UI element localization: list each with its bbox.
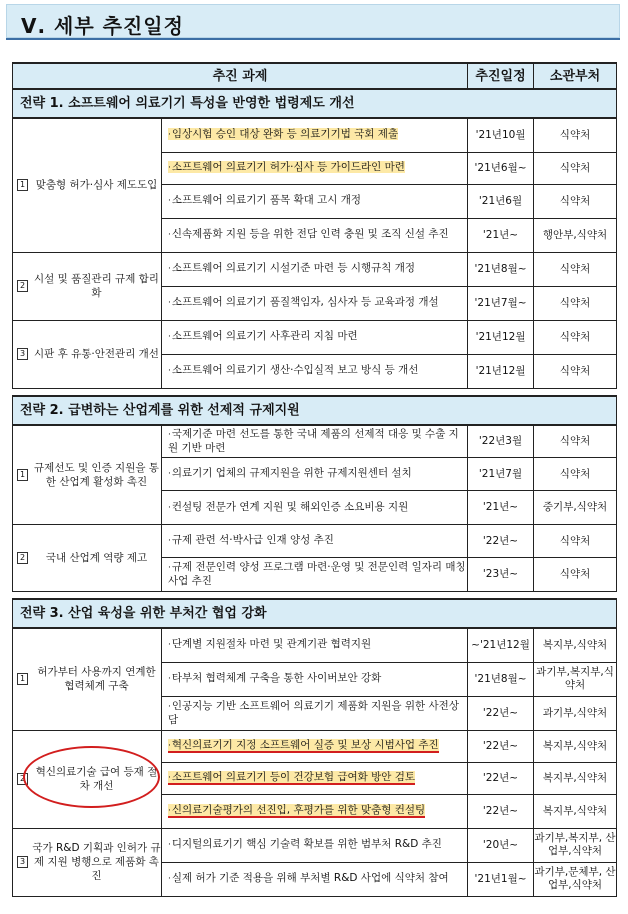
task-text: 타부처 협력체계 구축을 통한 사이버보안 강화 bbox=[171, 672, 382, 684]
spacer-row bbox=[13, 388, 617, 396]
task-text: 신의료기술평가의 선진입, 후평가를 위한 맞춤형 컨설팅 bbox=[171, 804, 426, 816]
dept-cell: 식약처 bbox=[534, 354, 617, 388]
task-text: 소프트웨어 의료기기 시설기준 마련 등 시행규칙 개정 bbox=[171, 262, 416, 274]
dept-cell: 식약처 bbox=[534, 525, 617, 558]
task-text: 인공지능 기반 소프트웨어 의료기기 제품화 지원을 위한 사전상담 bbox=[168, 699, 459, 726]
date-cell: '21년8월~ bbox=[468, 662, 534, 696]
date-cell: '21년8월~ bbox=[468, 252, 534, 286]
task-wrap bbox=[168, 296, 439, 308]
section-title-bar bbox=[6, 4, 620, 38]
date-cell: '20년~ bbox=[468, 828, 534, 862]
date-cell: '22년~ bbox=[468, 730, 534, 762]
task-wrap bbox=[168, 467, 412, 479]
strategy-title: 전략 1. 소프트웨어 의료기기 특성을 반영한 법령제도 개선 bbox=[13, 89, 617, 118]
dept-cell: 과기부,복지부, 산업부,식약처 bbox=[534, 828, 617, 862]
bullet-icon: · bbox=[168, 196, 171, 206]
date-cell: '23년~ bbox=[468, 558, 534, 592]
date-cell: '21년7월 bbox=[468, 458, 534, 491]
dept-cell: 복지부,식약처 bbox=[534, 794, 617, 828]
task-wrap bbox=[168, 262, 415, 274]
title-underline bbox=[6, 38, 620, 40]
group-number-box: 2 bbox=[17, 773, 28, 785]
group-cell bbox=[13, 628, 162, 730]
date-cell: '21년12월 bbox=[468, 354, 534, 388]
task-cell bbox=[162, 118, 468, 152]
dept-cell: 식약처 bbox=[534, 118, 617, 152]
bullet-icon: · bbox=[168, 230, 171, 240]
group-number-box: 1 bbox=[17, 673, 28, 685]
task-cell bbox=[162, 662, 468, 696]
dept-cell: 식약처 bbox=[534, 320, 617, 354]
task-cell bbox=[162, 828, 468, 862]
task-cell bbox=[162, 425, 468, 458]
task-wrap bbox=[168, 330, 358, 342]
bullet-icon: · bbox=[168, 502, 171, 513]
strategy-title: 전략 2. 급변하는 산업계를 위한 선제적 규제지원 bbox=[13, 396, 617, 425]
strategy-row bbox=[13, 599, 617, 628]
group-label: 혁신의료기술 급여 등재 절차 개선 bbox=[35, 766, 158, 792]
group-number-box: 3 bbox=[17, 348, 28, 360]
task-cell bbox=[162, 252, 468, 286]
task-wrap bbox=[168, 872, 449, 884]
task-wrap bbox=[168, 739, 439, 753]
bullet-icon: · bbox=[168, 874, 171, 884]
task-wrap bbox=[168, 161, 405, 173]
red-annotation-circle bbox=[23, 746, 160, 808]
spacer-cell bbox=[13, 388, 617, 396]
task-text: 규제 전문인력 양성 프로그램 마련·운영 및 전문인력 일자리 매칭 사업 추진 bbox=[168, 561, 466, 587]
date-cell: '21년~ bbox=[468, 491, 534, 525]
table-row bbox=[13, 252, 617, 286]
bullet-icon: · bbox=[168, 701, 171, 712]
dept-cell: 행안부,식약처 bbox=[534, 218, 617, 252]
date-cell: '21년6월~ bbox=[468, 152, 534, 184]
task-wrap bbox=[168, 128, 398, 140]
dept-cell: 식약처 bbox=[534, 425, 617, 458]
group-number-box: 2 bbox=[17, 552, 28, 564]
dept-cell: 중기부,식약처 bbox=[534, 491, 617, 525]
table-row bbox=[13, 525, 617, 558]
bullet-icon: · bbox=[168, 840, 171, 850]
dept-cell: 과기부,문체부, 산업부,식약처 bbox=[534, 862, 617, 896]
task-wrap bbox=[168, 771, 415, 785]
group-cell bbox=[13, 118, 162, 252]
group-label: 맞춤형 허가·심사 제도도입 bbox=[35, 179, 158, 192]
bullet-icon: · bbox=[168, 773, 171, 783]
dept-cell: 과기부,복지부,식약처 bbox=[534, 662, 617, 696]
task-text: 디지털의료기기 핵심 기술력 확보를 위한 범부처 R&D 추진 bbox=[171, 838, 442, 850]
group-number-box: 1 bbox=[17, 179, 28, 191]
table-row bbox=[13, 628, 617, 662]
task-text: 의료기기 업체의 규제지원을 위한 규제지원센터 설치 bbox=[171, 467, 412, 479]
task-wrap bbox=[168, 700, 459, 726]
header-date: 추진일정 bbox=[468, 63, 534, 89]
task-cell bbox=[162, 762, 468, 794]
group-number-box: 1 bbox=[17, 469, 28, 481]
task-cell bbox=[162, 558, 468, 592]
task-cell bbox=[162, 794, 468, 828]
bullet-icon: · bbox=[168, 469, 171, 479]
date-cell: '22년~ bbox=[468, 762, 534, 794]
spacer-cell bbox=[13, 592, 617, 600]
bullet-icon: · bbox=[168, 130, 171, 141]
dept-cell: 식약처 bbox=[534, 252, 617, 286]
dept-cell: 식약처 bbox=[534, 558, 617, 592]
task-cell bbox=[162, 696, 468, 730]
dept-cell: 식약처 bbox=[534, 152, 617, 184]
dept-cell: 복지부,식약처 bbox=[534, 762, 617, 794]
task-cell bbox=[162, 628, 468, 662]
section-title: Ⅴ. 세부 추진일정 bbox=[21, 14, 184, 38]
task-wrap bbox=[168, 534, 334, 546]
table-header-row bbox=[13, 63, 617, 89]
group-wrap bbox=[13, 347, 161, 361]
dept-cell: 과기부,식약처 bbox=[534, 696, 617, 730]
dept-cell: 식약처 bbox=[534, 458, 617, 491]
group-label: 국가 R&D 기획과 인허가 규제 지원 병행으로 제품화 촉진 bbox=[32, 842, 161, 882]
bullet-icon: · bbox=[168, 366, 171, 376]
task-cell bbox=[162, 152, 468, 184]
table-row bbox=[13, 425, 617, 458]
date-cell: ~'21년12월 bbox=[468, 628, 534, 662]
task-cell bbox=[162, 730, 468, 762]
group-label: 국내 산업계 역량 제고 bbox=[45, 552, 148, 564]
dept-cell: 식약처 bbox=[534, 184, 617, 218]
date-cell: '22년~ bbox=[468, 525, 534, 558]
task-cell bbox=[162, 320, 468, 354]
bullet-icon: · bbox=[168, 806, 171, 816]
dept-cell: 복지부,식약처 bbox=[534, 730, 617, 762]
table-row bbox=[13, 320, 617, 354]
table-row bbox=[13, 118, 617, 152]
group-cell bbox=[13, 828, 162, 896]
group-label: 허가부터 사용까지 연계한 협력체계 구축 bbox=[37, 666, 156, 693]
group-label: 시설 및 품질관리 규제 합리화 bbox=[34, 273, 159, 299]
task-cell bbox=[162, 218, 468, 252]
task-text: 소프트웨어 의료기기 사후관리 지침 마련 bbox=[171, 330, 358, 342]
task-wrap bbox=[168, 672, 381, 684]
task-wrap bbox=[168, 428, 459, 454]
task-text: 규제 관련 석·박사급 인재 양성 추진 bbox=[171, 534, 334, 546]
header-task: 추진 과제 bbox=[13, 63, 468, 89]
group-cell bbox=[13, 320, 162, 388]
task-wrap bbox=[168, 638, 371, 650]
dept-cell: 복지부,식약처 bbox=[534, 628, 617, 662]
task-text: 실제 허가 기준 적용을 위해 부처별 R&D 사업에 식약처 참여 bbox=[171, 872, 449, 884]
group-cell bbox=[13, 252, 162, 320]
date-cell: '22년3월 bbox=[468, 425, 534, 458]
bullet-icon: · bbox=[168, 332, 171, 342]
strategy-title: 전략 3. 산업 육성을 위한 부처간 협업 강화 bbox=[13, 599, 617, 628]
group-wrap bbox=[13, 665, 161, 693]
task-wrap bbox=[168, 194, 361, 206]
table-row bbox=[13, 828, 617, 862]
date-cell: '21년10월 bbox=[468, 118, 534, 152]
date-cell: '21년6월 bbox=[468, 184, 534, 218]
task-text: 소프트웨어 의료기기 등이 건강보험 급여화 방안 검토 bbox=[171, 771, 416, 783]
task-text: 소프트웨어 의료기기 허가·심사 등 가이드라인 마련 bbox=[171, 161, 405, 173]
task-cell bbox=[162, 862, 468, 896]
task-cell bbox=[162, 491, 468, 525]
task-cell bbox=[162, 458, 468, 491]
task-wrap bbox=[168, 364, 418, 376]
group-wrap bbox=[13, 178, 161, 192]
date-cell: '21년1월~ bbox=[468, 862, 534, 896]
task-text: 임상시험 승인 대상 완화 등 의료기기법 국회 제출 bbox=[171, 128, 399, 141]
bullet-icon: · bbox=[168, 563, 171, 573]
bullet-icon: · bbox=[168, 536, 171, 546]
strategy-row bbox=[13, 89, 617, 118]
dept-cell: 식약처 bbox=[534, 286, 617, 320]
task-text: 신속제품화 지원 등을 위한 전담 인력 충원 및 조직 신설 추진 bbox=[171, 228, 449, 240]
group-label: 시판 후 유통·안전관리 개선 bbox=[34, 348, 159, 360]
bullet-icon: · bbox=[168, 264, 171, 274]
task-wrap bbox=[168, 838, 442, 850]
header-dept: 소관부처 bbox=[534, 63, 617, 89]
task-text: 국제기준 마련 선도를 통한 국내 제품의 선제적 대응 및 수출 지원 기반 마련 bbox=[168, 427, 459, 454]
task-wrap bbox=[168, 228, 449, 240]
task-wrap bbox=[168, 804, 425, 818]
date-cell: '21년7월~ bbox=[468, 286, 534, 320]
bullet-icon: · bbox=[168, 429, 171, 440]
date-cell: '22년~ bbox=[468, 696, 534, 730]
bullet-icon: · bbox=[168, 298, 171, 308]
task-cell bbox=[162, 525, 468, 558]
group-wrap bbox=[13, 272, 161, 300]
spacer-row bbox=[13, 592, 617, 600]
task-text: 혁신의료기기 지정 소프트웨어 실증 및 보상 시범사업 추진 bbox=[171, 739, 439, 751]
task-text: 소프트웨어 의료기기 품목 확대 고시 개정 bbox=[171, 194, 361, 206]
group-wrap bbox=[13, 461, 161, 489]
group-label: 규제선도 및 인증 지원을 통한 산업계 활성화 촉진 bbox=[34, 461, 159, 488]
bullet-icon: · bbox=[168, 640, 171, 651]
bullet-icon: · bbox=[168, 674, 171, 684]
task-wrap bbox=[168, 501, 408, 513]
date-cell: '22년~ bbox=[468, 794, 534, 828]
group-number-box: 2 bbox=[17, 280, 28, 292]
group-wrap bbox=[13, 551, 161, 565]
task-cell bbox=[162, 354, 468, 388]
task-wrap bbox=[168, 561, 466, 587]
group-number-box: 3 bbox=[17, 856, 28, 868]
task-text: 소프트웨어 의료기기 생산·수입실적 보고 방식 등 개선 bbox=[171, 364, 419, 376]
task-cell bbox=[162, 184, 468, 218]
bullet-icon: · bbox=[168, 741, 171, 751]
task-text: 소프트웨어 의료기기 품질책임자, 심사자 등 교육과정 개설 bbox=[171, 296, 439, 308]
task-text: 단계별 지원절차 마련 및 관계기관 협력지원 bbox=[171, 638, 372, 651]
strategy-row bbox=[13, 396, 617, 425]
task-cell bbox=[162, 286, 468, 320]
group-cell bbox=[13, 425, 162, 525]
group-cell bbox=[13, 525, 162, 592]
bullet-icon: · bbox=[168, 163, 171, 173]
task-text: 컨설팅 전문가 연계 지원 및 해외인증 소요비용 지원 bbox=[171, 500, 409, 513]
group-wrap bbox=[13, 841, 161, 883]
date-cell: '21년12월 bbox=[468, 320, 534, 354]
date-cell: '21년~ bbox=[468, 218, 534, 252]
